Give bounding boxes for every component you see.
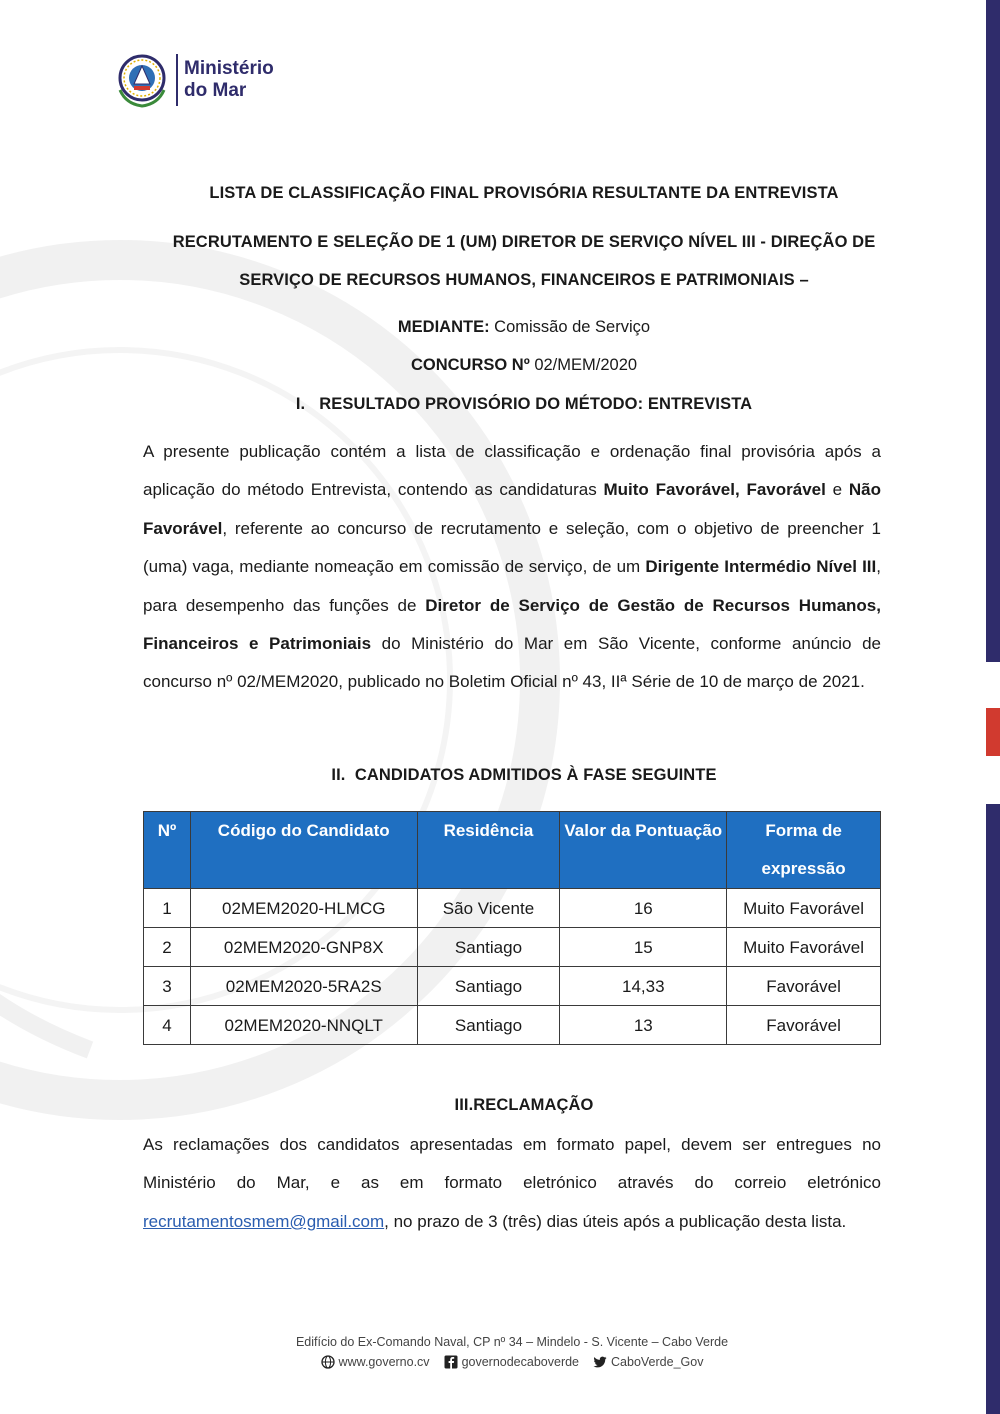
candidates-table (143, 811, 881, 1045)
twitter-icon (593, 1355, 607, 1369)
footer-facebook-text: governodecaboverde (461, 1355, 580, 1369)
cell-expression: Favorável (727, 1006, 881, 1045)
table-header-row (144, 812, 881, 889)
section1-paragraph (143, 433, 881, 702)
cell-number: 3 (144, 967, 191, 1006)
cell-number: 1 (144, 889, 191, 928)
table-row (144, 967, 881, 1006)
cell-score: 13 (560, 1006, 727, 1045)
section1-bold-4: Diretor de Serviço de Gestão de Recursos Humanos, Financeiros e Patrimoniais (143, 595, 881, 654)
cell-expression: Favorável (727, 967, 881, 1006)
header-cell-code: Código do Candidato (190, 812, 417, 889)
section3-paragraph (143, 1126, 881, 1241)
email-link[interactable]: recrutamentosmem@gmail.com (143, 1211, 385, 1231)
table-row (144, 889, 881, 928)
section1-text-5: do Ministério do Mar em São Vicente, conforme anúncio de concurso nº 02/MEM2020, publicado no Boletim Oficial nº 43, IIª Série de 10 de março de 2021. (143, 634, 881, 692)
facebook-icon (444, 1355, 458, 1369)
table-row (144, 928, 881, 967)
document-title-line2: RECRUTAMENTO E SELEÇÃO DE 1 (UM) DIRETOR DE SERVIÇO NÍVEL III - DIREÇÃO DE (172, 233, 876, 251)
cell-residence: Santiago (417, 967, 560, 1006)
document-title-line1: LISTA DE CLASSIFICAÇÃO FINAL PROVISÓRIA RESULTANTE DA ENTREVISTA (209, 184, 839, 202)
ministry-logo (112, 50, 274, 110)
concurso-line (24, 356, 1000, 375)
mediante-line (24, 318, 1000, 337)
ministry-name (184, 58, 274, 102)
logo-divider (176, 54, 178, 106)
footer-website[interactable] (321, 1355, 430, 1369)
document-title-line3: SERVIÇO DE RECURSOS HUMANOS, FINANCEIROS E PATRIMONIAIS – (239, 271, 809, 289)
cell-score: 14,33 (560, 967, 727, 1006)
concurso-value: 02/MEM/2020 (529, 356, 638, 374)
cell-code: 02MEM2020-NNQLT (190, 1006, 417, 1045)
ministry-name-line1: Ministério (184, 58, 274, 79)
header-cell-expression: Forma de expressão (727, 812, 881, 889)
cell-code: 02MEM2020-5RA2S (190, 967, 417, 1006)
globe-icon (321, 1355, 335, 1369)
section1-heading: I. RESULTADO PROVISÓRIO DO MÉTODO: ENTREVISTA (295, 395, 753, 413)
cell-residence: São Vicente (417, 889, 560, 928)
section1-text-3: , referente ao concurso de recrutamento e seleção, com o objetivo de preencher 1 (uma) vaga, mediante nomeação em comissão de serviço, de um (143, 518, 881, 577)
cell-number: 4 (144, 1006, 191, 1045)
section1-text-4: , para desempenho das funções de (143, 557, 881, 615)
concurso-label: CONCURSO Nº (410, 356, 530, 374)
mediante-value: Comissão de Serviço (489, 318, 651, 336)
cell-expression: Muito Favorável (727, 889, 881, 928)
footer-website-text: www.governo.cv (338, 1355, 430, 1369)
footer-facebook[interactable] (444, 1355, 579, 1369)
coat-of-arms-icon (112, 50, 172, 110)
section3-text-2: , no prazo de 3 (três) dias úteis após a publicação desta lista. (384, 1211, 847, 1231)
header-cell-number: Nº (144, 812, 191, 889)
cell-expression: Muito Favorável (727, 928, 881, 967)
table-row (144, 1006, 881, 1045)
cell-score: 15 (560, 928, 727, 967)
cell-number: 2 (144, 928, 191, 967)
cell-residence: Santiago (417, 928, 560, 967)
ministry-name-line2: do Mar (184, 80, 247, 101)
section3-text-1: As reclamações dos candidatos apresentadas em formato papel, devem ser entregues no Ministério do Mar, e as em formato eletrónico através do correio eletrónico (143, 1135, 881, 1193)
header-cell-residence: Residência (417, 812, 560, 889)
cell-code: 02MEM2020-HLMCG (190, 889, 417, 928)
section1-text-1: A presente publicação contém a lista de classificação e ordenação final provisória após a aplicação do método Entrevista, contendo as candidaturas (143, 442, 881, 500)
section3-heading: III.RECLAMAÇÃO (454, 1096, 594, 1114)
side-stripe-red (986, 708, 1000, 756)
section1-bold-3: Dirigente Intermédio Nível III (645, 557, 877, 577)
section1-text-2: e (825, 480, 849, 500)
section1-bold-2: Não Favorável (143, 480, 882, 538)
header-cell-score: Valor da Pontuação (560, 812, 727, 889)
cell-residence: Santiago (417, 1006, 560, 1045)
footer-twitter-text: CaboVerde_Gov (611, 1355, 704, 1369)
cell-code: 02MEM2020-GNP8X (190, 928, 417, 967)
footer-links (0, 1355, 1000, 1369)
section1-bold-1: Muito Favorável, Favorável (603, 480, 826, 500)
section2-heading: II. CANDIDATOS ADMITIDOS À FASE SEGUINTE (331, 766, 717, 784)
mediante-label: MEDIANTE: (397, 318, 490, 336)
footer-twitter[interactable] (593, 1355, 703, 1369)
cell-score: 16 (560, 889, 727, 928)
footer-address: Edifício do Ex-Comando Naval, CP nº 34 – Mindelo - S. Vicente – Cabo Verde (295, 1335, 729, 1349)
